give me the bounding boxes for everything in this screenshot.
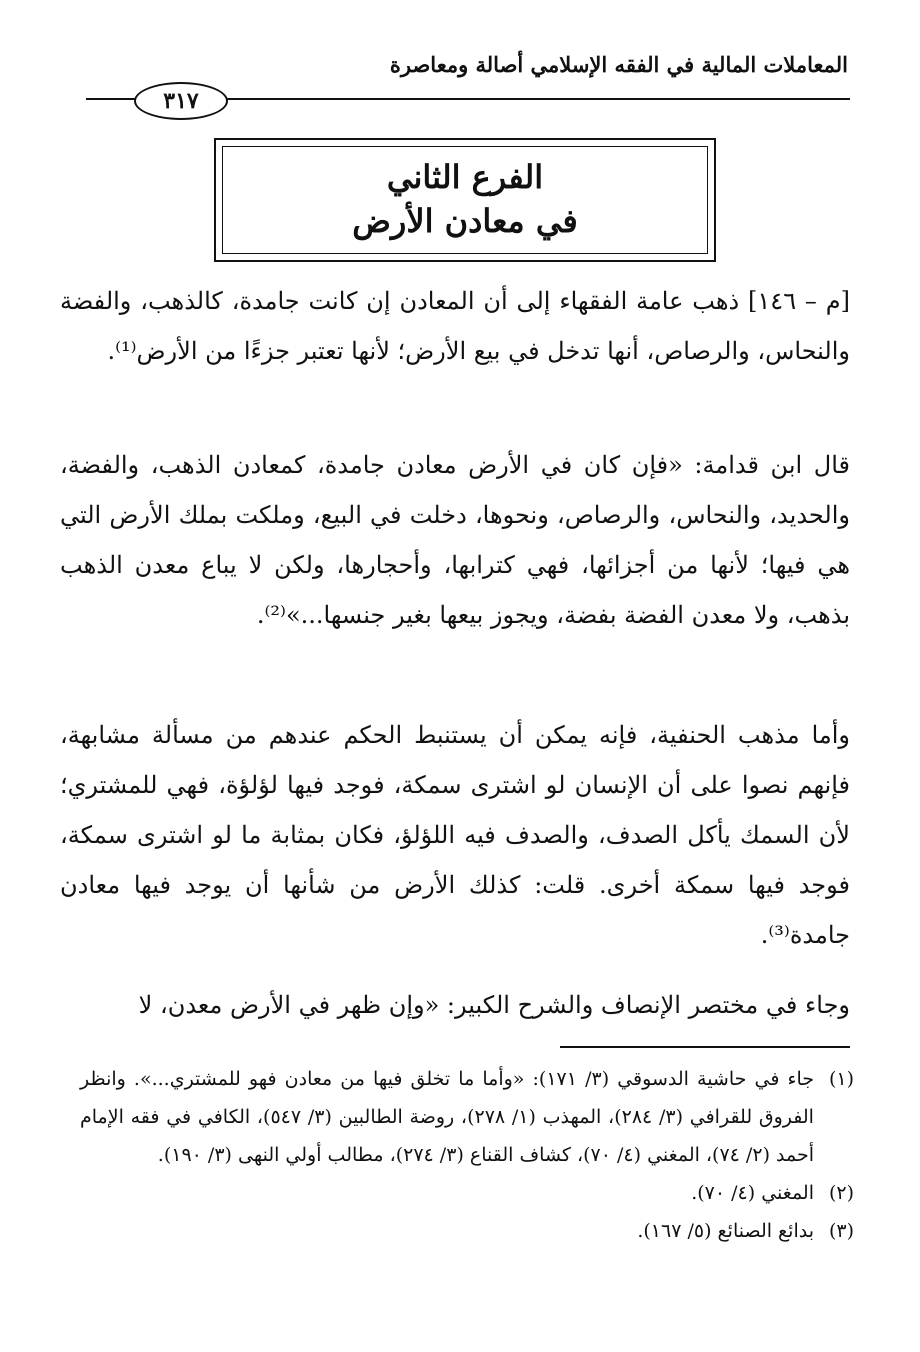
section-title-frame	[214, 138, 716, 262]
section-title-line-1: الفرع الثاني	[386, 158, 544, 196]
paragraph-2	[60, 440, 850, 640]
paragraph-text: [م – ١٤٦] ذهب عامة الفقهاء إلى أن المعادن إن كانت جامدة، كالذهب، والفضة والنحاس، والرصاص، أنها تدخل في بيع الأرض؛ لأنها تعتبر جزءًا من الأرض⁽¹⁾.	[60, 287, 850, 365]
footnote-3	[80, 1212, 854, 1250]
page-number: ٣١٧	[134, 82, 228, 120]
running-header-title: المعاملات المالية في الفقه الإسلامي أصالة ومعاصرة	[389, 52, 848, 77]
footnote-2	[80, 1174, 854, 1212]
section-title-line-2: في معادن الأرض	[352, 202, 578, 240]
paragraph-text: وأما مذهب الحنفية، فإنه يمكن أن يستنبط الحكم عندهم من مسألة مشابهة، فإنهم نصوا على أن الإنسان لو اشترى سمكة، فوجد فيها لؤلؤة، فهي للمشتري؛ لأن السمك يأكل الصدف، والصدف فيه اللؤلؤ، فكان بمثابة ما لو اشترى سمكة، فوجد فيها سمكة أخرى. قلت: كذلك الأرض من شأنها أن يوجد فيها معادن جامدة⁽³⁾.	[60, 721, 850, 949]
footnote-separator	[560, 1046, 850, 1048]
footnotes	[80, 1060, 854, 1250]
paragraph-text: وجاء في مختصر الإنصاف والشرح الكبير: «وإن ظهر في الأرض معدن، لا	[138, 991, 850, 1019]
footnote-text: المغني (٤/ ٧٠).	[691, 1182, 814, 1204]
footnote-number: (٣)	[828, 1220, 854, 1242]
paragraph-1	[60, 276, 850, 376]
footnote-number: (١)	[828, 1068, 854, 1090]
footnote-text: جاء في حاشية الدسوقي (٣/ ١٧١): «وأما ما تخلق فيها من معادن فهو للمشتري...». وانظر الفروق للقرافي (٣/ ٢٨٤)، المهذب (١/ ٢٧٨)، روضة الطالبين (٣/ ٥٤٧)، الكافي في فقه الإمام أحمد (٢/ ٧٤)، المغني (٤/ ٧٠)، كشاف القناع (٣/ ٢٧٤)، مطالب أولي النهى (٣/ ١٩٠).	[80, 1068, 814, 1166]
paragraph-3	[60, 710, 850, 960]
paragraph-text: قال ابن قدامة: «فإن كان في الأرض معادن جامدة، كمعادن الذهب، والفضة، والحديد، والنحاس، والرصاص، ونحوها، دخلت في البيع، وملكت بملك الأرض التي هي فيها؛ لأنها من أجزائها، فهي كترابها، وأحجارها، ولكن لا يباع معدن الذهب بذهب، ولا معدن الفضة بفضة، ويجوز بيعها بغير جنسها...»⁽²⁾.	[60, 451, 850, 629]
footnote-1	[80, 1060, 854, 1174]
footnote-number: (٢)	[828, 1182, 854, 1204]
footnote-text: بدائع الصنائع (٥/ ١٦٧).	[637, 1220, 814, 1242]
paragraph-4	[60, 980, 850, 1030]
